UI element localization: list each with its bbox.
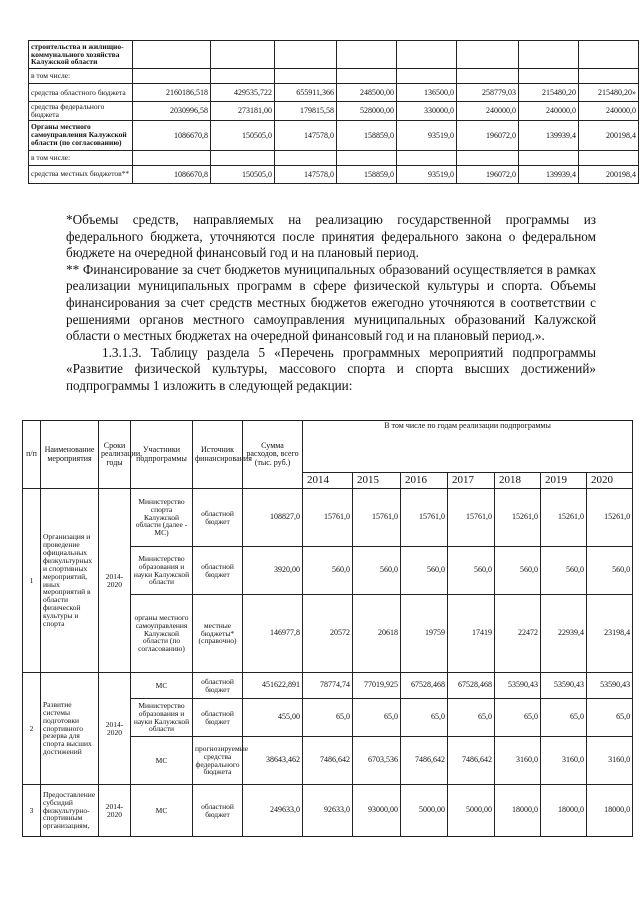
top-table-cell: 147578,0: [275, 165, 337, 183]
activity-year-value: 77019,925: [353, 673, 401, 699]
activity-year-value: 23198,4: [587, 595, 633, 673]
top-table-cell: 196072,0: [457, 165, 519, 183]
activity-year-value: 92633,0: [303, 785, 353, 837]
top-table-cell: 147578,0: [275, 120, 337, 150]
activity-year-value: 560,0: [448, 547, 495, 595]
program-activities-table: [22, 420, 633, 837]
top-table-row: [29, 69, 639, 84]
top-table-cell: 1086670,8: [133, 120, 211, 150]
activity-source: местные бюджеты* (справочно): [193, 595, 243, 673]
activity-year-value: 5000,00: [448, 785, 495, 837]
activity-year-value: 560,0: [401, 547, 448, 595]
top-table-cell: 196072,0: [457, 120, 519, 150]
top-table-cell: [275, 150, 337, 165]
top-table-cell: [519, 69, 579, 84]
top-table-cell: [337, 150, 397, 165]
activity-term: 2014-2020: [99, 785, 131, 837]
top-table-label: средства федерального бюджета: [29, 102, 133, 121]
activity-participant: органы местного самоуправления Калужской области (по согласованию): [131, 595, 193, 673]
top-table-row: [29, 165, 639, 183]
header-year: 2018: [495, 473, 541, 489]
top-table-row: [29, 84, 639, 102]
activity-sum: 249633,0: [243, 785, 303, 837]
activity-year-value: 15761,0: [303, 489, 353, 547]
activity-year-value: 15261,0: [495, 489, 541, 547]
header-year: 2014: [303, 473, 353, 489]
activity-year-value: 560,0: [353, 547, 401, 595]
activity-sum: 108827,0: [243, 489, 303, 547]
activity-year-value: 22472: [495, 595, 541, 673]
header-name: Наименование мероприятия: [41, 421, 99, 489]
top-table-cell: 528000,00: [337, 102, 397, 121]
top-table-cell: [519, 41, 579, 69]
header-year: 2017: [448, 473, 495, 489]
activity-year-value: 67528,468: [448, 673, 495, 699]
top-table-label: Органы местного самоуправления Калужской области (по согласованию): [29, 120, 133, 150]
top-table-cell: 179815,58: [275, 102, 337, 121]
activity-source: областной бюджет: [193, 699, 243, 737]
top-table-label: строительства и жилищно-коммунального хозяйства Калужской области: [29, 41, 133, 69]
budget-table-top: [28, 40, 639, 184]
top-table-cell: [457, 150, 519, 165]
activity-number: 2: [23, 673, 41, 785]
top-table-row: [29, 41, 639, 69]
activity-year-value: 560,0: [495, 547, 541, 595]
activity-participant: МС: [131, 785, 193, 837]
footnote-federal: *Объемы средств, направляемых на реализацию государственной программы из федерального бюджета, уточняются после принятия федерального закона о федеральном бюджете на очередной финансовый год и на плановый период.: [66, 212, 596, 261]
top-table-cell: 139939,4: [519, 165, 579, 183]
top-table-cell: 93519,0: [397, 120, 457, 150]
activity-sum: 146977,8: [243, 595, 303, 673]
top-table-cell: 248500,00: [337, 84, 397, 102]
top-table-cell: 330000,0: [397, 102, 457, 121]
top-table-cell: [133, 150, 211, 165]
top-table-cell: [133, 69, 211, 84]
activity-sum: 38643,462: [243, 737, 303, 785]
activity-participant: МС: [131, 737, 193, 785]
activity-year-value: 560,0: [587, 547, 633, 595]
top-table-cell: 93519,0: [397, 165, 457, 183]
top-table-cell: [397, 41, 457, 69]
activity-year-value: 560,0: [303, 547, 353, 595]
activity-year-value: 65,0: [541, 699, 587, 737]
activity-year-value: 15761,0: [401, 489, 448, 547]
activity-year-value: 22939,4: [541, 595, 587, 673]
top-table-cell: [211, 41, 275, 69]
top-table-cell: [275, 69, 337, 84]
header-year: 2020: [587, 473, 633, 489]
activity-year-value: 7486,642: [401, 737, 448, 785]
activity-participant: Министерство образования и науки Калужской области: [131, 699, 193, 737]
header-by-years: В том числе по годам реализации подпрограммы: [303, 421, 633, 473]
top-table-cell: [211, 69, 275, 84]
activity-year-value: 65,0: [495, 699, 541, 737]
activity-year-value: 19759: [401, 595, 448, 673]
top-table-cell: 158859,0: [337, 120, 397, 150]
top-table-cell: 2030996,58: [133, 102, 211, 121]
activity-year-value: 6703,536: [353, 737, 401, 785]
top-table-row: [29, 102, 639, 121]
header-participants: Участники подпрограммы: [131, 421, 193, 489]
top-table-cell: 139939,4: [519, 120, 579, 150]
top-table-cell: 136500,0: [397, 84, 457, 102]
footnotes: [66, 212, 596, 395]
top-table-cell: [457, 41, 519, 69]
activity-sum: 3920,00: [243, 547, 303, 595]
activity-year-value: 18000,0: [541, 785, 587, 837]
section-instruction: 1.3.1.3. Таблицу раздела 5 «Перечень программных мероприятий подпрограммы «Развитие физической культуры, массового спорта и спорта высших достижений» подпрограммы 1 изложить в следующей редакции:: [66, 344, 596, 393]
activity-year-value: 3160,0: [541, 737, 587, 785]
top-table-cell: 215480,20: [519, 84, 579, 102]
activity-year-value: 7486,642: [303, 737, 353, 785]
activity-participant: МС: [131, 673, 193, 699]
top-table-cell: [211, 150, 275, 165]
top-table-cell: 655911,366: [275, 84, 337, 102]
activity-name: Организация и проведение официальных физкультурных и спортивных мероприятий, иных мероприятий в области физической культуры и спорта: [41, 489, 99, 673]
activity-row: [23, 673, 633, 699]
header-year: 2015: [353, 473, 401, 489]
top-table-cell: [397, 69, 457, 84]
activity-year-value: 20618: [353, 595, 401, 673]
header-year: 2016: [401, 473, 448, 489]
activity-year-value: 17419: [448, 595, 495, 673]
activity-year-value: 18000,0: [495, 785, 541, 837]
activity-year-value: 53590,43: [541, 673, 587, 699]
activity-source: областной бюджет: [193, 673, 243, 699]
activity-participant: Министерство спорта Калужской области (далее - МС): [131, 489, 193, 547]
activity-participant: Министерство образования и науки Калужской области: [131, 547, 193, 595]
top-table-cell: [457, 69, 519, 84]
activity-row: [23, 489, 633, 547]
top-table-cell: [519, 150, 579, 165]
top-table-cell: 273181,00: [211, 102, 275, 121]
activity-year-value: 65,0: [401, 699, 448, 737]
activity-number: 1: [23, 489, 41, 673]
activity-year-value: 3160,0: [587, 737, 633, 785]
top-table-cell: [133, 41, 211, 69]
top-table-cell: [275, 41, 337, 69]
activity-year-value: 20572: [303, 595, 353, 673]
top-table-label: в том числе:: [29, 150, 133, 165]
top-table-cell: [337, 69, 397, 84]
activity-year-value: 78774,74: [303, 673, 353, 699]
activity-year-value: 65,0: [303, 699, 353, 737]
top-table-label: средства местных бюджетов**: [29, 165, 133, 183]
header-term: Сроки реализации, годы: [99, 421, 131, 489]
activity-year-value: 15261,0: [541, 489, 587, 547]
footnote-municipal: ** Финансирование за счет бюджетов муниципальных образований осуществляется в рамках реализации муниципальных программ в сфере физической культуры и спорта. Объемы финансирования за счет средств местных бюджетов ежегодно уточняются в соответствии с решениями органов местного самоуправления муниципальных образований Калужской области о местных бюджетах на очередной финансовый год и на плановый период.».: [66, 261, 596, 344]
activity-year-value: 65,0: [448, 699, 495, 737]
activity-number: 3: [23, 785, 41, 837]
top-table-cell: [579, 41, 639, 69]
top-table-cell: 150505,0: [211, 120, 275, 150]
top-table-cell: 1086670,8: [133, 165, 211, 183]
activity-sum: 451622,891: [243, 673, 303, 699]
header-num: п/п: [23, 421, 41, 489]
activity-year-value: 7486,642: [448, 737, 495, 785]
activity-year-value: 93000,00: [353, 785, 401, 837]
top-table-cell: 215480,20»: [579, 84, 639, 102]
top-table-row: [29, 120, 639, 150]
top-table-cell: 429535,722: [211, 84, 275, 102]
top-table-cell: 240000,0: [519, 102, 579, 121]
top-table-cell: [579, 69, 639, 84]
top-table-cell: 258779,03: [457, 84, 519, 102]
top-table-cell: 200198,4: [579, 120, 639, 150]
activity-term: 2014-2020: [99, 489, 131, 673]
top-table-cell: [337, 41, 397, 69]
activity-source: областной бюджет: [193, 547, 243, 595]
activity-sum: 455,00: [243, 699, 303, 737]
header-year: 2019: [541, 473, 587, 489]
activity-year-value: 53590,43: [495, 673, 541, 699]
activity-year-value: 15761,0: [353, 489, 401, 547]
top-table-cell: 2160186,518: [133, 84, 211, 102]
header-source: Источник финансирования: [193, 421, 243, 489]
top-table-cell: [579, 150, 639, 165]
activity-year-value: 15261,0: [587, 489, 633, 547]
top-table-row: [29, 150, 639, 165]
activity-year-value: 67528,468: [401, 673, 448, 699]
top-table-cell: 240000,0: [579, 102, 639, 121]
activity-name: Развитие системы подготовки спортивного резерва для спорта высших достижений: [41, 673, 99, 785]
top-table-cell: 200198,4: [579, 165, 639, 183]
activity-term: 2014-2020: [99, 673, 131, 785]
top-table-cell: 240000,0: [457, 102, 519, 121]
activity-source: прогнозируемые средства федерального бюджета: [193, 737, 243, 785]
activity-year-value: 18000,0: [587, 785, 633, 837]
top-table-cell: 150505,0: [211, 165, 275, 183]
activity-year-value: 3160,0: [495, 737, 541, 785]
top-table-label: средства областного бюджета: [29, 84, 133, 102]
activity-year-value: 53590,43: [587, 673, 633, 699]
top-table-cell: 158859,0: [337, 165, 397, 183]
activity-year-value: 65,0: [587, 699, 633, 737]
top-table-cell: [397, 150, 457, 165]
activity-row: [23, 785, 633, 837]
activity-year-value: 15761,0: [448, 489, 495, 547]
activity-year-value: 65,0: [353, 699, 401, 737]
header-sum: Сумма расходов, всего (тыс. руб.): [243, 421, 303, 489]
activity-source: областной бюджет: [193, 489, 243, 547]
activity-year-value: 5000,00: [401, 785, 448, 837]
activity-name: Предоставление субсидий физкультурно-спортивным организациям,: [41, 785, 99, 837]
activity-year-value: 560,0: [541, 547, 587, 595]
activity-source: областной бюджет: [193, 785, 243, 837]
top-table-label: в том числе:: [29, 69, 133, 84]
